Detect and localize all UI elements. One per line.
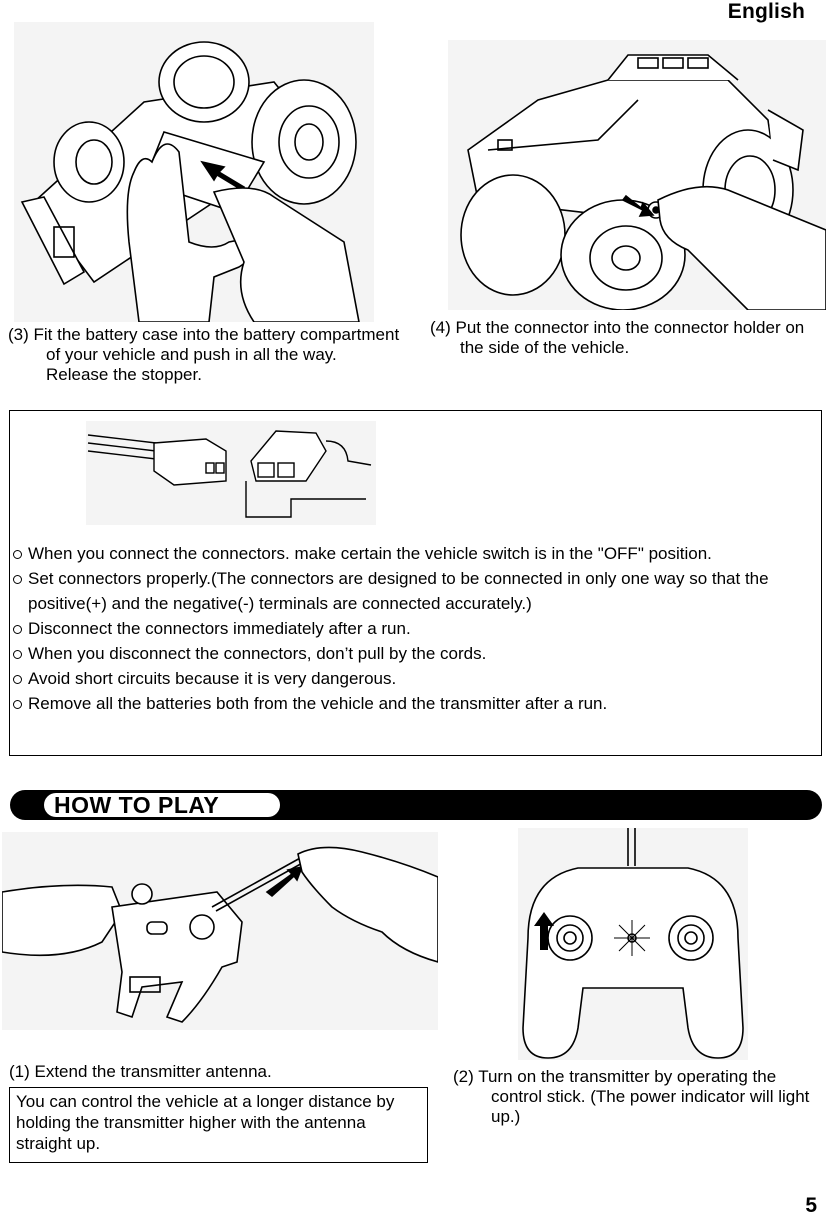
connector-plugs-illustration [86, 421, 376, 525]
bullet-icon [13, 625, 22, 634]
connector-notes-box [9, 410, 822, 756]
how-to-play-title: HOW TO PLAY [54, 792, 220, 818]
play-step2-caption [453, 1067, 827, 1127]
language-label: English [727, 0, 805, 23]
note-item: When you disconnect the connectors, don’t pull by the cords. [10, 641, 820, 666]
bullet-icon [13, 550, 22, 559]
note-item: When you connect the connectors. make certain the vehicle switch is in the "OFF" position. [10, 541, 820, 566]
antenna-extend-illustration [2, 832, 438, 1030]
step3-number: (3) [8, 325, 29, 344]
note-item: Avoid short circuits because it is very dangerous. [10, 666, 820, 691]
bullet-icon [13, 700, 22, 709]
step4-number: (4) [430, 318, 451, 337]
notes-list [10, 541, 820, 716]
bullet-icon [13, 675, 22, 684]
bullet-icon [13, 650, 22, 659]
play-step1-text: (1) Extend the transmitter antenna. [9, 1062, 272, 1081]
step4-caption [430, 318, 828, 358]
connector-holder-illustration [448, 40, 826, 310]
step2-text: Turn on the transmitter by operating the control stick. (The power indicator will light up.) [478, 1067, 810, 1126]
step3-caption [8, 325, 400, 385]
how-to-play-banner [10, 790, 822, 820]
note-item: Remove all the batteries both from the vehicle and the transmitter after a run. [10, 691, 820, 716]
step3-text: Fit the battery case into the battery compartment of your vehicle and push in all the way. Release the stopper. [33, 325, 400, 384]
antenna-tip-text: You can control the vehicle at a longer distance by holding the transmitter higher with the antenna straight up. [16, 1092, 395, 1153]
note-item: Disconnect the connectors immediately after a run. [10, 616, 820, 641]
battery-insert-illustration [14, 22, 374, 322]
note-item: Set connectors properly.(The connectors are designed to be connected in only one way so that the positive(+) and the negative(-) terminals are connected accurately.) [10, 566, 820, 616]
bullet-icon [13, 575, 22, 584]
step4-text: Put the connector into the connector holder on the side of the vehicle. [455, 318, 805, 357]
step2-number: (2) [453, 1067, 474, 1086]
page-number: 5 [805, 1194, 817, 1217]
antenna-tip-box [9, 1087, 428, 1163]
transmitter-power-illustration [518, 828, 748, 1060]
